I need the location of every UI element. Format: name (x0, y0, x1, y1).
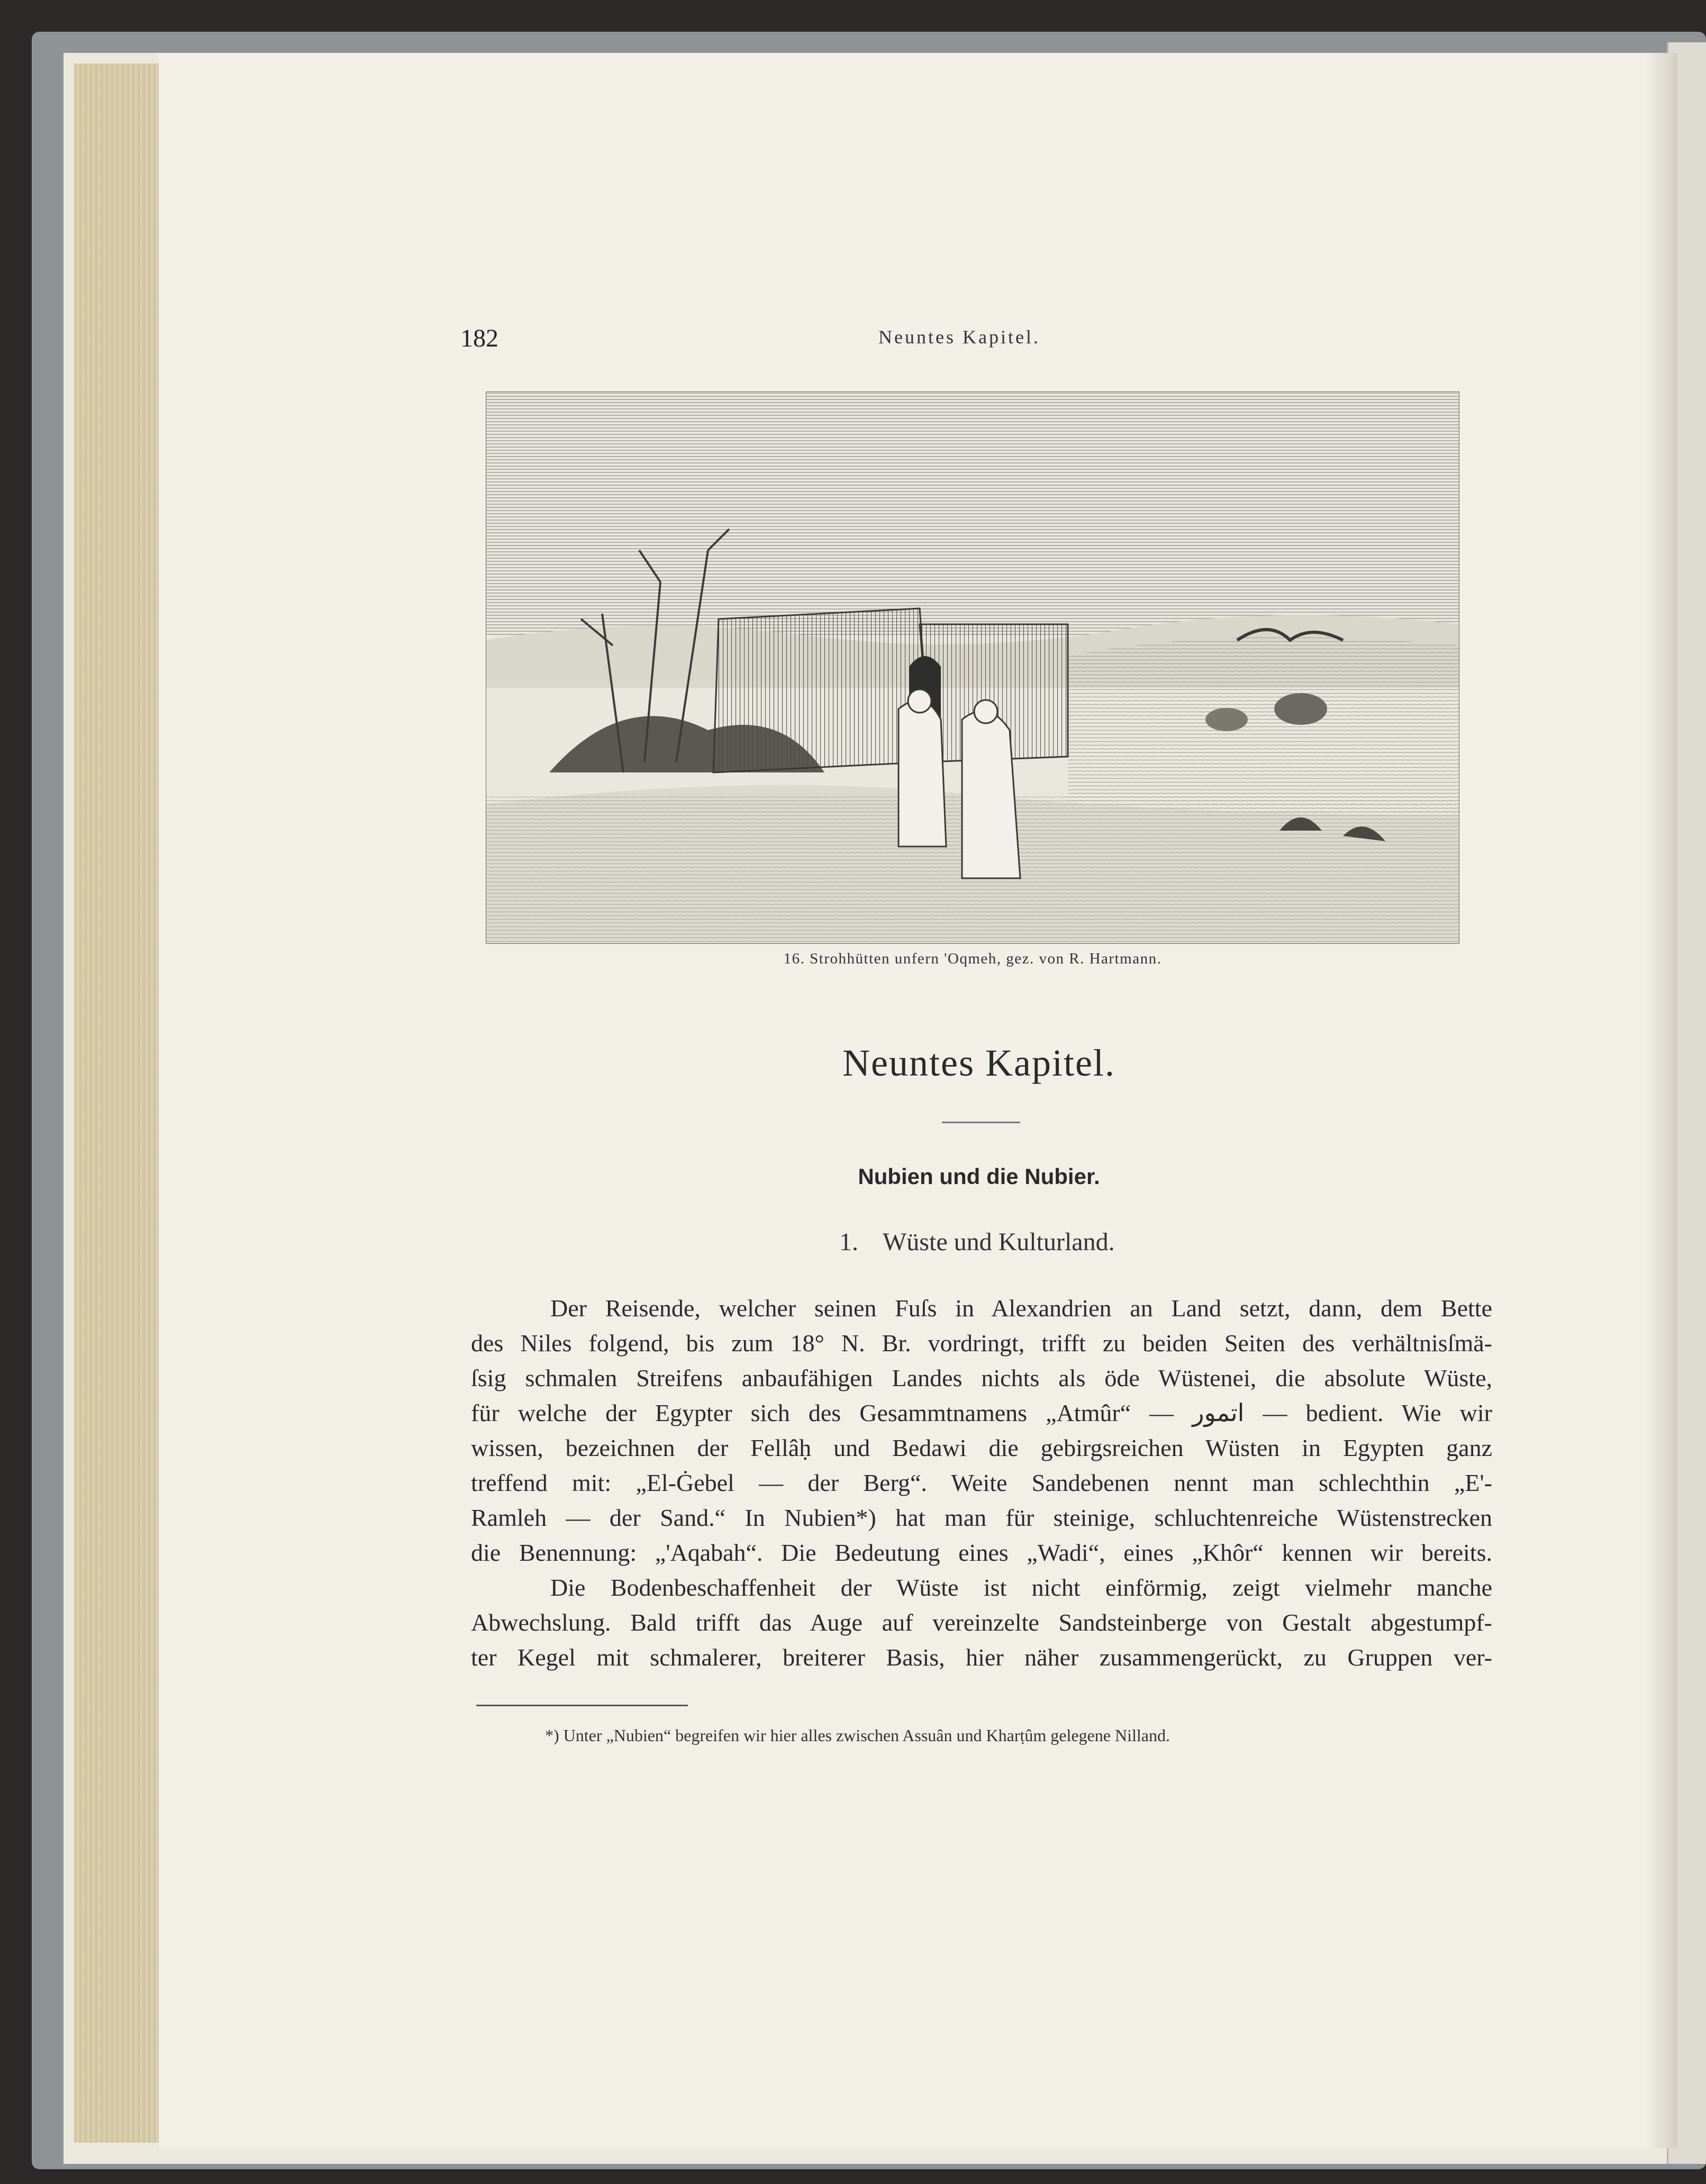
body-line: Die Bodenbeschaffenheit der Wüste ist nicht einförmig, zeigt vielmehr manche (550, 1574, 1492, 1601)
running-head: Neuntes Kapitel. (878, 326, 1040, 348)
body-line: Abwechslung. Bald trifft das Auge auf vereinzelte Sandsteinberge von Gestalt abgestumpf- (471, 1609, 1492, 1636)
figure-caption: 16. Strohhütten unfern 'Oqmeh, gez. von R. Hartmann. (783, 950, 1162, 967)
chapter-divider (942, 1122, 1020, 1123)
footnote: *) Unter „Nubien“ begreifen wir hier alles zwischen Assuân und Kharṭûm gelegene Nilland. (545, 1726, 1170, 1745)
body-line: die Benennung: „'Aqabah“. Die Bedeutung eines „Wadi“, eines „Khôr“ kennen wir bereits. (471, 1539, 1492, 1566)
body-line: des Niles folgend, bis zum 18° N. Br. vordringt, trifft zu beiden Seiten des verhältnisſmä- (471, 1330, 1492, 1357)
subsection-number: 1. (839, 1228, 858, 1256)
body-line: Ramleh — der Sand.“ In Nubien*) hat man für steinige, schluchtenreiche Wüstenstrecken (471, 1504, 1492, 1531)
chapter-title: Neuntes Kapitel. (842, 1042, 1115, 1084)
running-header (460, 324, 1466, 356)
section-title: Nubien und die Nubier. (858, 1164, 1100, 1189)
body-line: ter Kegel mit schmalerer, breiterer Basis, hier näher zusammengerückt, zu Gruppen ver- (471, 1644, 1492, 1671)
body-text (471, 1291, 1492, 1675)
body-line: Der Reisende, welcher seinen Fuſs in Alexandrien an Land setzt, dann, dem Bette (550, 1295, 1492, 1322)
body-line: treffend mit: „El-Ġebel — der Berg“. Weite Sandebenen nennt man schlechthin „E'- (471, 1469, 1492, 1496)
engraving-illustration (486, 392, 1459, 944)
subsection-title: Wüste und Kulturland. (883, 1228, 1115, 1256)
page-number: 182 (460, 324, 498, 352)
body-line: ſsig schmalen Streifens anbaufähigen Landes nichts als öde Wüstenei, die absolute Wüste, (471, 1364, 1492, 1391)
body-line: wissen, bezeichnen der Fellâḥ und Bedawi die gebirgsreichen Wüsten in Egypten ganz (471, 1434, 1492, 1461)
book-page (159, 53, 1677, 2148)
body-line: für welche der Egypter sich des Gesammtnamens „Atmûr“ — اتمور — bedient. Wie wir (471, 1399, 1493, 1426)
footnote-rule (476, 1705, 688, 1706)
